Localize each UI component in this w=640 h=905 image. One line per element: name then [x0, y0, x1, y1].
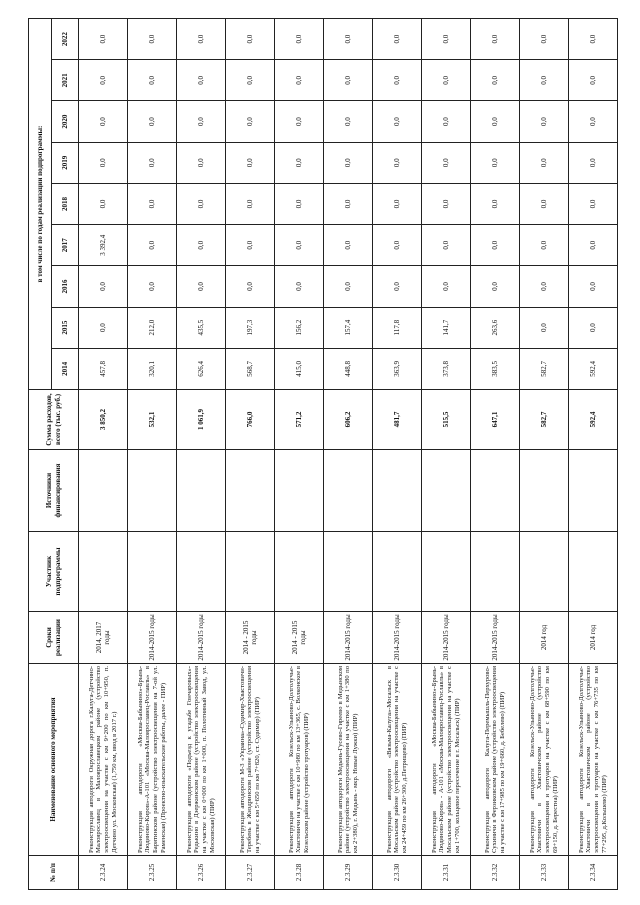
row-name: Реконструкция автодороги Козельск-Ульяново-Долголучье-Хвастовичи в Хвастовичском районе (устройство электроосвещения и тротуаров на участке с км 76+735 по км 77+295, д.Кольшево) (ПИР): [569, 664, 618, 856]
table-row: [275, 19, 324, 890]
row-year-value: 0,0: [569, 60, 618, 101]
row-year-value: 0,0: [569, 307, 618, 348]
row-year-value: 0,0: [275, 60, 324, 101]
row-number: 2.3.34: [569, 856, 618, 890]
row-year-value: 0,0: [177, 266, 226, 307]
row-total: 571,2: [275, 390, 324, 450]
row-name: Реконструкция автодороги М-3 «Украина»-Судимир-Хвастовичи-Теребень в Жиздринском районе (устройство электроосвещения на участке с км 5+650 по км 7+820, ст. Судимир) (ПИР): [226, 664, 275, 856]
table-row: [520, 19, 569, 890]
row-year-value: 0,0: [324, 60, 373, 101]
header-year: 2018: [52, 183, 79, 224]
row-participant: [520, 532, 569, 612]
row-year-value: 0,0: [422, 19, 471, 60]
row-year-value: 435,5: [177, 307, 226, 348]
row-dates: 2014-2015 годы: [128, 612, 177, 664]
row-year-value: 197,3: [226, 307, 275, 348]
row-year-value: 0,0: [422, 266, 471, 307]
row-year-value: 320,1: [128, 348, 177, 389]
table-row: [324, 19, 373, 890]
row-year-value: 0,0: [520, 183, 569, 224]
row-source: [324, 450, 373, 532]
row-source: [471, 450, 520, 532]
table-row: [177, 19, 226, 890]
row-source: [128, 450, 177, 532]
row-year-value: 0,0: [177, 60, 226, 101]
row-source: [373, 450, 422, 532]
row-dates: 2014 год: [569, 612, 618, 664]
row-participant: [471, 532, 520, 612]
row-year-value: 0,0: [128, 266, 177, 307]
row-year-value: 0,0: [324, 183, 373, 224]
row-total: 3 850,2: [79, 390, 128, 450]
row-dates: 2014-2015 годы: [373, 612, 422, 664]
row-year-value: 263,6: [471, 307, 520, 348]
row-year-value: 0,0: [569, 142, 618, 183]
row-year-value: 0,0: [569, 19, 618, 60]
row-participant: [324, 532, 373, 612]
row-year-value: 141,7: [422, 307, 471, 348]
header-total: Сумма расходов, всего (тыс. руб.): [29, 390, 79, 450]
row-number: 2.3.32: [471, 856, 520, 890]
row-year-value: 0,0: [177, 225, 226, 266]
row-dates: 2014-2015 годы: [177, 612, 226, 664]
row-year-value: 0,0: [275, 183, 324, 224]
row-year-value: 0,0: [324, 19, 373, 60]
row-year-value: 0,0: [226, 142, 275, 183]
row-year-value: 212,0: [128, 307, 177, 348]
row-year-value: 373,8: [422, 348, 471, 389]
row-year-value: 0,0: [177, 101, 226, 142]
header-years-group: в том числе по годам реализации подпрограммы:: [29, 19, 52, 390]
row-year-value: 0,0: [226, 183, 275, 224]
row-year-value: 0,0: [520, 101, 569, 142]
row-number: 2.3.27: [226, 856, 275, 890]
row-year-value: 568,7: [226, 348, 275, 389]
row-source: [226, 450, 275, 532]
row-total: 1 061,9: [177, 390, 226, 450]
row-year-value: 0,0: [422, 101, 471, 142]
row-participant: [128, 532, 177, 612]
row-year-value: 0,0: [471, 142, 520, 183]
row-year-value: 0,0: [324, 101, 373, 142]
header-number: № п/п: [29, 856, 79, 890]
row-year-value: 0,0: [569, 266, 618, 307]
row-number: 2.3.26: [177, 856, 226, 890]
row-participant: [79, 532, 128, 612]
row-year-value: 117,8: [373, 307, 422, 348]
row-year-value: 0,0: [79, 183, 128, 224]
row-name: Реконструкция автодороги «Москва-Бабынино»-Брынь-Людиново-Киров» - А-101 «Москва-Малоярославец-Рославль» в Мосальском районе (устройство электроосвещения на участке с км 1+700, кольцевое пересечение в г. Мосальск) (ПИР): [422, 664, 471, 856]
row-year-value: 0,0: [373, 60, 422, 101]
row-name: Реконструкция автодороги Окружная дорога г.Калуга-Детчино-Малоярославец в Малоярославецком районе (устройство электроосвещения на участке с км 9+200 по км 10+950, п. Детчино ул. Московская) (1,750 км, ввод в 2017 г.): [79, 664, 128, 856]
row-year-value: 0,0: [422, 225, 471, 266]
row-participant: [422, 532, 471, 612]
row-year-value: 0,0: [471, 266, 520, 307]
header-sources: Источники финансирования: [29, 450, 79, 532]
row-year-value: 0,0: [569, 101, 618, 142]
row-dates: 2014-2015 годы: [422, 612, 471, 664]
row-year-value: 0,0: [422, 142, 471, 183]
row-year-value: 0,0: [226, 266, 275, 307]
row-dates: 2014 год: [520, 612, 569, 664]
row-year-value: 0,0: [79, 142, 128, 183]
row-year-value: 0,0: [226, 101, 275, 142]
row-year-value: 415,0: [275, 348, 324, 389]
row-year-value: 0,0: [128, 19, 177, 60]
row-year-value: 0,0: [275, 142, 324, 183]
row-number: 2.3.33: [520, 856, 569, 890]
table-row: [569, 19, 618, 890]
row-year-value: 0,0: [275, 266, 324, 307]
row-year-value: 0,0: [373, 142, 422, 183]
row-year-value: 582,7: [520, 348, 569, 389]
row-year-value: 626,4: [177, 348, 226, 389]
row-year-value: 0,0: [422, 60, 471, 101]
row-name: Реконструкция автодороги «Подъезд к усадьбе Гончаровых»-Редькино в Дзержинском районе (устройство электроосвещения на участке с км 0+000 по км 1+000, п. Полотняный Завод, ул. Московская) (ПИР): [177, 664, 226, 856]
row-name: Реконструкция автодороги «Москва-Бабынино»-Брынь-Людиново-Киров»-А-101 «Москва-Малоярославец-Рославль» в Барятинском районе (устройство электроосвещения на 7-ой ул. Раменская) (Проектно-изыскательские работы, далее - ПИР): [128, 664, 177, 856]
row-name: Реконструкция автодороги «Вязьма-Калуга»-Мосальск в Мосальском районе (устройство электроосвещения на участке с км 24+459 по км 26+300, д.Петрищево) (ПИР): [373, 664, 422, 856]
row-number: 2.3.24: [79, 856, 128, 890]
row-participant: [177, 532, 226, 612]
row-year-value: 0,0: [79, 60, 128, 101]
row-name: Реконструкция автодороги Калуга-Перемышль-Перхурово-Сухиничи в Ферзиковском районе (устройство электроосвещения на участке с км 17+985 по км 19+660, д. Бебелево) (ПИР): [471, 664, 520, 856]
row-year-value: 0,0: [324, 266, 373, 307]
row-participant: [275, 532, 324, 612]
row-year-value: 0,0: [422, 183, 471, 224]
header-name: Наименование основного мероприятия: [29, 664, 79, 856]
row-participant: [226, 532, 275, 612]
header-year: 2016: [52, 266, 79, 307]
row-year-value: 0,0: [471, 101, 520, 142]
row-year-value: 0,0: [520, 307, 569, 348]
row-total: 481,7: [373, 390, 422, 450]
row-participant: [373, 532, 422, 612]
row-dates: 2014, 2017 годы: [79, 612, 128, 664]
row-total: 582,7: [520, 390, 569, 450]
header-participants: Участник подпрограммы: [29, 532, 79, 612]
row-source: [177, 450, 226, 532]
row-year-value: 0,0: [520, 266, 569, 307]
row-year-value: 0,0: [79, 266, 128, 307]
row-name: Реконструкция автодороги Медынь-Гусево-Гиреево в Медынском районе (устройство электроосвещения на участке с км 1+380 по км 2+380), г. Медынь - мкр. Новые Лужки) (ПИР): [324, 664, 373, 856]
row-total: 606,2: [324, 390, 373, 450]
row-year-value: 0,0: [275, 19, 324, 60]
table-row: [422, 19, 471, 890]
row-year-value: 0,0: [79, 19, 128, 60]
row-total: 532,1: [128, 390, 177, 450]
row-year-value: 0,0: [275, 225, 324, 266]
row-year-value: 0,0: [373, 101, 422, 142]
row-year-value: 0,0: [177, 19, 226, 60]
row-year-value: 0,0: [520, 60, 569, 101]
row-total: 592,4: [569, 390, 618, 450]
header-year: 2017: [52, 225, 79, 266]
row-year-value: 592,4: [569, 348, 618, 389]
row-year-value: 0,0: [471, 60, 520, 101]
row-year-value: 0,0: [226, 19, 275, 60]
table-row: [79, 19, 128, 890]
row-total: 647,1: [471, 390, 520, 450]
row-total: 766,0: [226, 390, 275, 450]
header-year: 2022: [52, 19, 79, 60]
row-source: [79, 450, 128, 532]
row-year-value: 0,0: [177, 183, 226, 224]
row-year-value: 0,0: [324, 225, 373, 266]
row-year-value: 0,0: [177, 142, 226, 183]
table-row: [128, 19, 177, 890]
row-year-value: 0,0: [520, 225, 569, 266]
header-year: 2021: [52, 60, 79, 101]
row-year-value: 0,0: [520, 142, 569, 183]
row-year-value: 383,5: [471, 348, 520, 389]
header-dates: Сроки реализации: [29, 612, 79, 664]
row-year-value: 0,0: [128, 101, 177, 142]
row-year-value: 0,0: [275, 101, 324, 142]
row-year-value: 0,0: [471, 19, 520, 60]
row-year-value: 0,0: [373, 225, 422, 266]
header-year: 2014: [52, 348, 79, 389]
header-year: 2020: [52, 101, 79, 142]
row-number: 2.3.25: [128, 856, 177, 890]
row-number: 2.3.28: [275, 856, 324, 890]
row-dates: 2014-2015 годы: [471, 612, 520, 664]
row-year-value: 0,0: [79, 307, 128, 348]
row-number: 2.3.29: [324, 856, 373, 890]
row-source: [569, 450, 618, 532]
row-year-value: 0,0: [471, 183, 520, 224]
row-dates: 2014 - 2015 годы: [275, 612, 324, 664]
row-year-value: 0,0: [128, 60, 177, 101]
row-year-value: 363,9: [373, 348, 422, 389]
row-source: [422, 450, 471, 532]
row-year-value: 0,0: [324, 142, 373, 183]
row-year-value: 0,0: [471, 225, 520, 266]
row-year-value: 0,0: [128, 225, 177, 266]
row-year-value: 0,0: [226, 60, 275, 101]
header-row-1: [29, 19, 52, 890]
table-row: [471, 19, 520, 890]
row-year-value: 0,0: [569, 225, 618, 266]
row-total: 515,5: [422, 390, 471, 450]
row-year-value: 0,0: [79, 101, 128, 142]
row-year-value: 0,0: [373, 19, 422, 60]
row-year-value: 0,0: [373, 183, 422, 224]
header-year: 2019: [52, 142, 79, 183]
row-year-value: 3 392,4: [79, 225, 128, 266]
row-year-value: 0,0: [569, 183, 618, 224]
row-year-value: 0,0: [128, 142, 177, 183]
row-name: Реконструкция автодороги Козельск-Ульяново-Долголучье-Хвастовичи в Хвастовичском районе (устройство электроосвещения и тротуаров на участке с км 68+590 по км 69+150, д. Берестна) (ПИР): [520, 664, 569, 856]
row-year-value: 0,0: [226, 225, 275, 266]
program-table: [28, 18, 618, 890]
row-year-value: 156,2: [275, 307, 324, 348]
header-year: 2015: [52, 307, 79, 348]
row-year-value: 157,4: [324, 307, 373, 348]
row-year-value: 0,0: [520, 19, 569, 60]
row-number: 2.3.30: [373, 856, 422, 890]
row-name: Реконструкция автодороги Козельск-Ульяново-Долголучье-Хвастовичи на участке с км 10+980 по км 13+365, с. Волконское в Козельском районе (устройство тротуаров) (ПИР): [275, 664, 324, 856]
row-participant: [569, 532, 618, 612]
row-number: 2.3.31: [422, 856, 471, 890]
row-year-value: 448,8: [324, 348, 373, 389]
table-row: [226, 19, 275, 890]
row-dates: 2014-2015 годы: [324, 612, 373, 664]
table-row: [373, 19, 422, 890]
row-year-value: 0,0: [373, 266, 422, 307]
row-source: [520, 450, 569, 532]
row-year-value: 0,0: [128, 183, 177, 224]
row-source: [275, 450, 324, 532]
row-dates: 2014 - 2015 годы: [226, 612, 275, 664]
row-year-value: 457,8: [79, 348, 128, 389]
table-body: [79, 19, 618, 890]
